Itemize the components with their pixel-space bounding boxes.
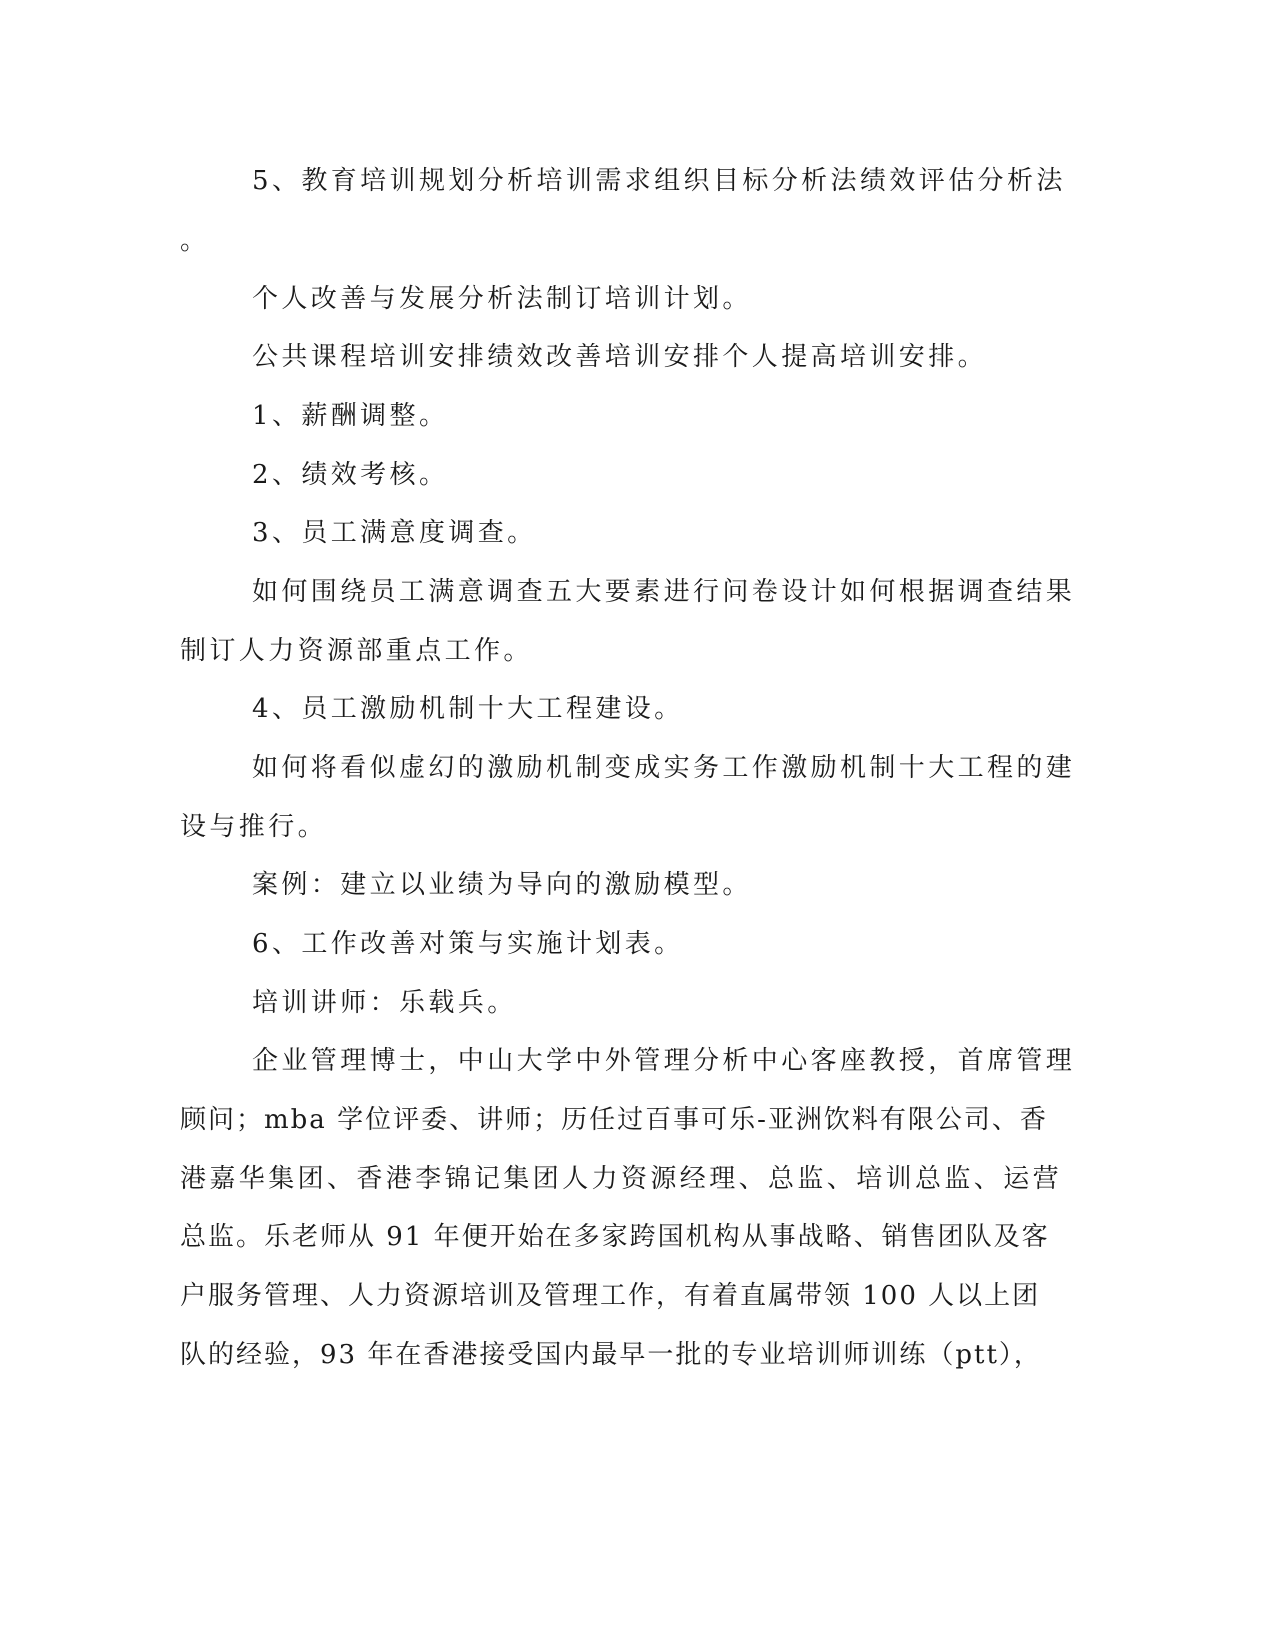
paragraph-line: 公共课程培训安排绩效改善培训安排个人提高培训安排。 [252, 342, 988, 372]
paragraph-line: 。 [180, 226, 210, 256]
paragraph-line: 个人改善与发展分析法制订培训计划。 [252, 284, 752, 314]
paragraph-line: 顾问；mba 学位评委、讲师；历任过百事可乐-亚洲饮料有限公司、香 [180, 1105, 1048, 1135]
paragraph-line: 2、绩效考核。 [252, 460, 449, 490]
paragraph-line: 如何将看似虚幻的激励机制变成实务工作激励机制十大工程的建 [252, 753, 1076, 783]
paragraph-line: 港嘉华集团、香港李锦记集团人力资源经理、总监、培训总监、运营 [180, 1164, 1063, 1194]
paragraph-line: 1、薪酬调整。 [252, 401, 449, 431]
paragraph-line: 户服务管理、人力资源培训及管理工作，有着直属带领 100 人以上团 [180, 1281, 1041, 1311]
paragraph-line: 总监。乐老师从 91 年便开始在多家跨国机构从事战略、销售团队及客 [180, 1222, 1050, 1252]
paragraph-line: 4、员工激励机制十大工程建设。 [252, 694, 684, 724]
paragraph-line: 培训讲师：乐载兵。 [252, 988, 517, 1018]
paragraph-line: 企业管理博士，中山大学中外管理分析中心客座教授，首席管理 [252, 1046, 1076, 1076]
paragraph-line: 设与推行。 [180, 812, 328, 842]
paragraph-line: 案例：建立以业绩为导向的激励模型。 [252, 870, 752, 900]
paragraph-line: 3、员工满意度调查。 [252, 518, 537, 548]
paragraph-line: 6、工作改善对策与实施计划表。 [252, 929, 684, 959]
paragraph-line: 如何围绕员工满意调查五大要素进行问卷设计如何根据调查结果 [252, 577, 1076, 607]
paragraph-line: 5、教育培训规划分析培训需求组织目标分析法绩效评估分析法 [252, 166, 1066, 196]
paragraph-line: 制订人力资源部重点工作。 [180, 636, 533, 666]
paragraph-line: 队的经验，93 年在香港接受国内最早一批的专业培训师训练（ptt）， [180, 1340, 1042, 1370]
